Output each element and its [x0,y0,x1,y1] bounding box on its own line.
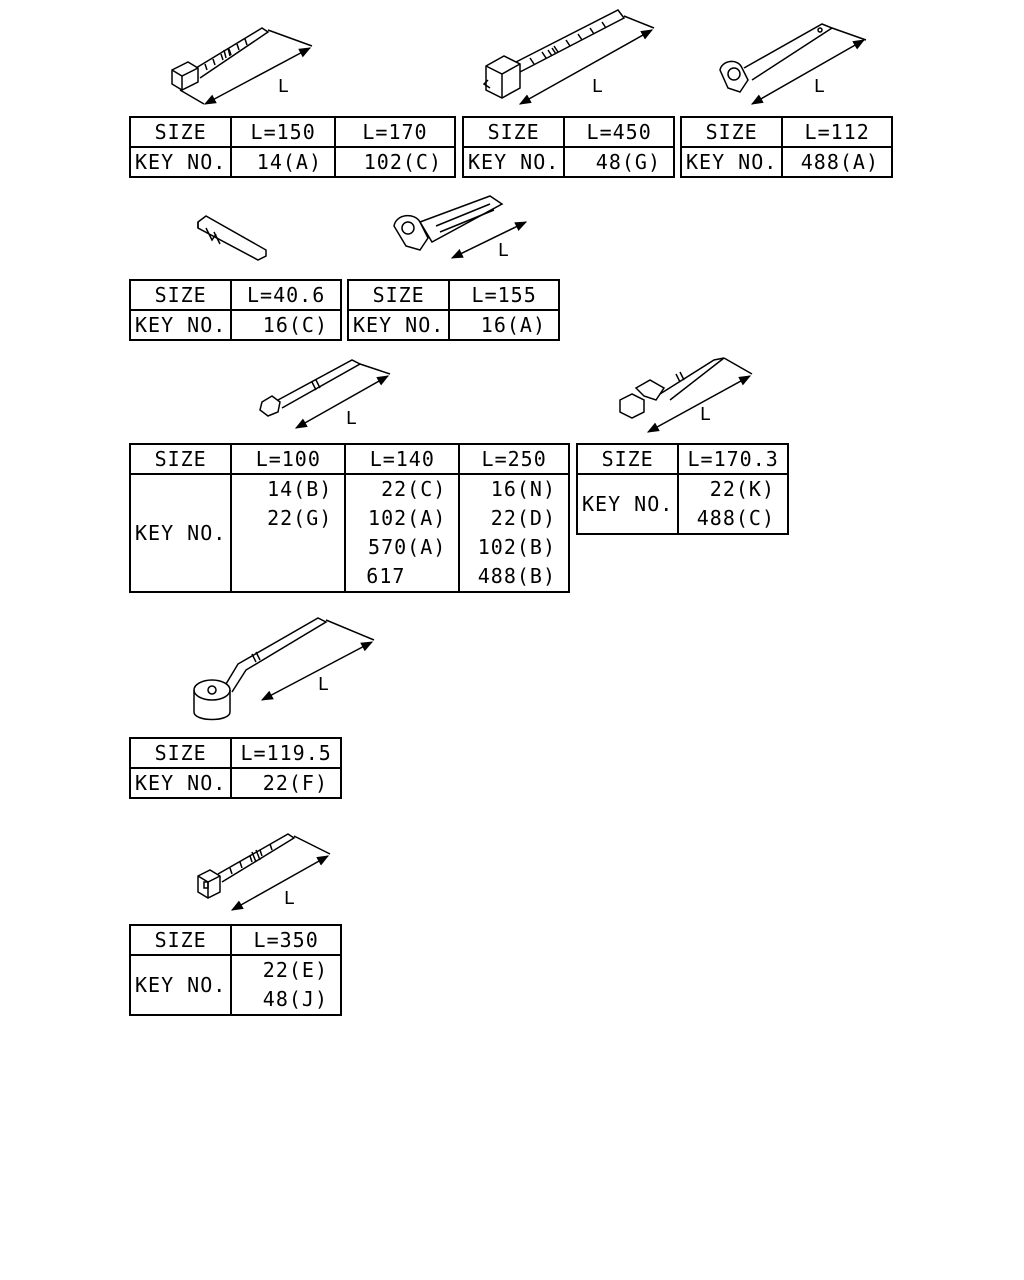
size-value: L=170.3 [678,444,788,474]
key-label: KEY NO. [348,310,449,340]
key-label: KEY NO. [130,474,231,592]
key-value: 488(B) [477,564,556,588]
key-value: 488(A) [782,147,892,177]
key-value: 14(A) [231,147,335,177]
key-label: KEY NO. [130,955,231,1015]
size-value: L=112 [782,117,892,147]
size-label: SIZE [130,280,231,310]
dim-label-9: L [284,888,295,909]
key-label: KEY NO. [130,310,231,340]
key-label: KEY NO. [130,147,231,177]
key-cell [231,474,345,592]
size-value: L=100 [231,444,345,474]
size-table-7 [576,443,789,535]
key-value: 22(E) [262,958,328,982]
size-value: L=170 [335,117,455,147]
cable-tie-heavy-icon [484,10,654,104]
size-label: SIZE [348,280,449,310]
size-value: L=140 [345,444,459,474]
dim-label-3: L [814,76,825,97]
size-value: L=450 [564,117,674,147]
key-value: 617 [366,564,406,588]
size-table-9 [129,924,342,1016]
size-table-8 [129,737,342,799]
cable-tie-long-icon [198,834,330,910]
size-table-2 [462,116,675,178]
key-value: 22(D) [490,506,556,530]
key-value: 22(F) [231,768,341,798]
dim-label-6: L [346,408,357,429]
size-value: L=155 [449,280,559,310]
size-label: SIZE [577,444,678,474]
key-value: 48(G) [564,147,674,177]
size-table-4 [129,279,342,341]
dim-label-1: L [278,76,289,97]
key-value: 570(A) [368,535,447,559]
size-value: L=250 [459,444,569,474]
cable-tie-round-base-icon [194,618,374,720]
key-cell [459,474,569,592]
key-value: 102(B) [477,535,556,559]
key-label: KEY NO. [130,768,231,798]
size-label: SIZE [130,444,231,474]
key-value: 14(B) [267,477,333,501]
size-value: L=40.6 [231,280,341,310]
size-table-5 [347,279,560,341]
size-label: SIZE [130,925,231,955]
key-value: 22(K) [709,477,775,501]
key-value: 16(A) [449,310,559,340]
key-value: 22(C) [381,477,447,501]
size-label: SIZE [463,117,564,147]
cable-tie-small-icon [260,360,390,428]
size-value: L=119.5 [231,738,341,768]
short-clip-icon [198,216,266,260]
dim-label-5: L [498,240,509,261]
cable-tie-clip-icon [720,24,866,104]
key-value: 488(C) [696,506,775,530]
key-value: 48(J) [262,987,328,1011]
size-label: SIZE [681,117,782,147]
key-label: KEY NO. [577,474,678,534]
cable-tie-standard-icon [172,28,312,104]
size-table-3 [680,116,893,178]
key-cell [678,474,788,534]
key-value: 16(C) [231,310,341,340]
dim-label-7: L [700,404,711,425]
size-value: L=150 [231,117,335,147]
key-value: 22(G) [267,506,333,530]
cable-tie-mount-icon [620,358,752,432]
key-value: 102(C) [335,147,455,177]
key-value: 102(A) [368,506,447,530]
key-cell [231,955,341,1015]
key-label: KEY NO. [681,147,782,177]
key-value: 16(N) [490,477,556,501]
size-table-1 [129,116,456,178]
size-table-6 [129,443,570,593]
dim-label-2: L [592,76,603,97]
key-cell [345,474,459,592]
size-label: SIZE [130,738,231,768]
dim-label-8: L [318,674,329,695]
size-label: SIZE [130,117,231,147]
key-label: KEY NO. [463,147,564,177]
size-value: L=350 [231,925,341,955]
